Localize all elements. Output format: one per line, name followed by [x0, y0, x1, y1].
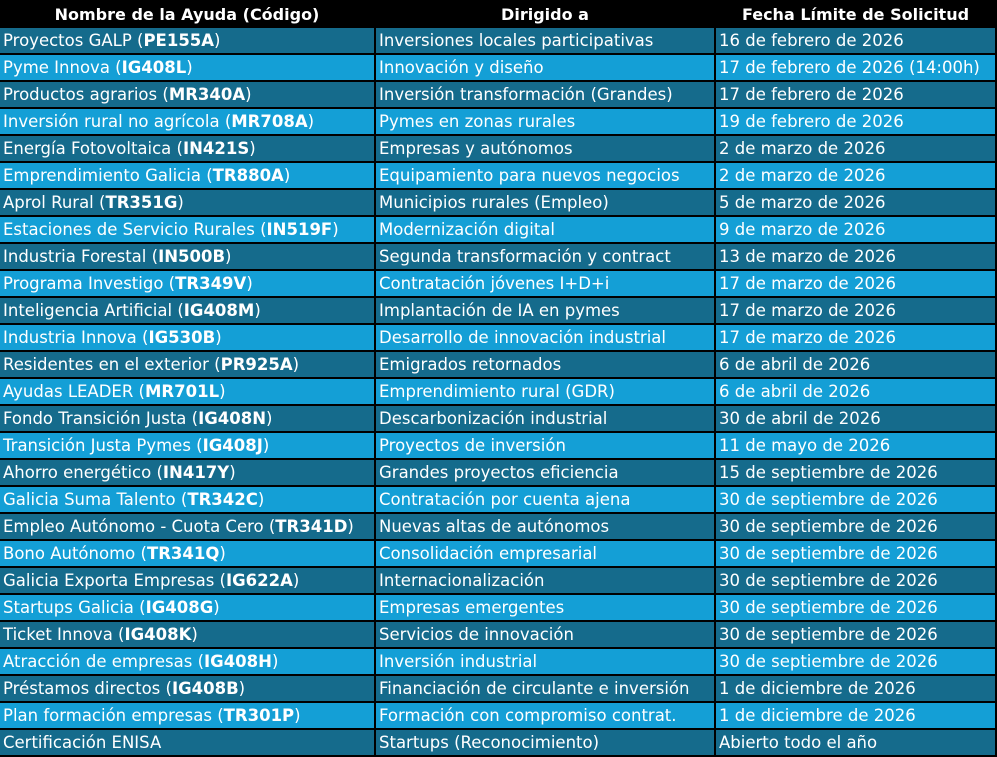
table-row: [0, 433, 997, 460]
cell-name: [0, 703, 376, 730]
aid-code-close: ): [254, 301, 261, 320]
cell-target: Descarbonización industrial: [376, 406, 716, 433]
aid-name: Industria Forestal (: [3, 247, 159, 266]
table-row: [0, 730, 997, 757]
cell-name: [0, 28, 376, 55]
cell-deadline: 2 de marzo de 2026: [716, 163, 997, 190]
aid-code-close: ): [257, 490, 265, 509]
cell-name: [0, 136, 376, 163]
aid-code-close: ): [225, 247, 232, 266]
table-row: [0, 28, 997, 55]
cell-target: Equipamiento para nuevos negocios: [376, 163, 716, 190]
aid-code-close: ): [213, 598, 220, 617]
cell-deadline: 30 de septiembre de 2026: [716, 622, 997, 649]
cell-target: Nuevas altas de autónomos: [376, 514, 716, 541]
aid-name: Aprol Rural (: [3, 193, 106, 212]
aid-code: IN421S: [182, 139, 250, 158]
cell-deadline: 15 de septiembre de 2026: [716, 460, 997, 487]
table-row: [0, 541, 997, 568]
aid-code: MR708A: [231, 112, 308, 131]
cell-deadline: 17 de febrero de 2026: [716, 82, 997, 109]
cell-deadline: 6 de abril de 2026: [716, 352, 997, 379]
table-row: [0, 109, 997, 136]
table-row: [0, 82, 997, 109]
aid-code-close: ): [332, 220, 339, 239]
cell-target: Startups (Reconocimiento): [376, 730, 716, 757]
aid-code: IG408J: [202, 436, 263, 455]
aid-name: Programa Investigo (: [3, 274, 176, 293]
aid-code-close: ): [219, 382, 226, 401]
cell-name: [0, 676, 376, 703]
cell-target: Inversiones locales participativas: [376, 28, 716, 55]
aid-code-close: ): [292, 571, 300, 590]
table-row: [0, 325, 997, 352]
aid-code: TR342C: [187, 490, 258, 509]
cell-target: Innovación y diseño: [376, 55, 716, 82]
aid-name: Certificación ENISA: [3, 733, 162, 752]
aid-code-close: ): [215, 328, 222, 347]
cell-target: Emprendimiento rural (GDR): [376, 379, 716, 406]
cell-name: [0, 622, 376, 649]
aid-code-close: ): [249, 139, 256, 158]
aid-code-close: ): [246, 274, 253, 293]
aid-name: Inversión rural no agrícola (: [3, 112, 232, 131]
aid-name: Residentes en el exterior (: [3, 355, 221, 374]
cell-name: [0, 649, 376, 676]
cell-target: Consolidación empresarial: [376, 541, 716, 568]
aid-code: IG530B: [148, 328, 216, 347]
cell-deadline: 13 de marzo de 2026: [716, 244, 997, 271]
cell-deadline: 30 de septiembre de 2026: [716, 595, 997, 622]
table-row: [0, 271, 997, 298]
cell-target: Implantación de IA en pymes: [376, 298, 716, 325]
cell-name: [0, 271, 376, 298]
aid-code-close: ): [347, 517, 354, 536]
aid-code-close: ): [191, 625, 198, 644]
table-row: [0, 622, 997, 649]
aid-name: Emprendimiento Galicia (: [3, 166, 213, 185]
cell-target: Internacionalización: [376, 568, 716, 595]
aid-code: TR349V: [175, 274, 247, 293]
aid-code: IG408B: [171, 679, 239, 698]
aid-name: Atracción de empresas (: [3, 652, 205, 671]
aid-code-close: ): [307, 112, 315, 131]
cell-name: [0, 55, 376, 82]
cell-name: [0, 541, 376, 568]
table-row: [0, 55, 997, 82]
cell-name: [0, 730, 376, 757]
cell-name: [0, 568, 376, 595]
table-row: [0, 514, 997, 541]
cell-deadline: 17 de febrero de 2026 (14:00h): [716, 55, 997, 82]
aid-name: Proyectos GALP (: [3, 31, 144, 50]
cell-deadline: 30 de septiembre de 2026: [716, 568, 997, 595]
cell-target: Formación con compromiso contrat.: [376, 703, 716, 730]
table-row: [0, 217, 997, 244]
aid-name: Ticket Innova (: [3, 625, 125, 644]
header-row: [0, 0, 997, 28]
cell-name: [0, 325, 376, 352]
cell-name: [0, 379, 376, 406]
cell-name: [0, 406, 376, 433]
cell-name: [0, 109, 376, 136]
cell-deadline: 17 de marzo de 2026: [716, 325, 997, 352]
table-row: [0, 298, 997, 325]
cell-target: Pymes en zonas rurales: [376, 109, 716, 136]
cell-target: Financiación de circulante e inversión: [376, 676, 716, 703]
cell-deadline: 19 de febrero de 2026: [716, 109, 997, 136]
aid-code: IG408M: [183, 301, 255, 320]
aid-code-close: ): [214, 31, 221, 50]
aid-code: PR925A: [220, 355, 293, 374]
table-row: [0, 595, 997, 622]
cell-name: [0, 460, 376, 487]
aid-code: IN519F: [266, 220, 333, 239]
table-row: [0, 568, 997, 595]
aid-name: Bono Autónomo (: [3, 544, 147, 563]
cell-target: Modernización digital: [376, 217, 716, 244]
aid-code-close: ): [219, 544, 226, 563]
aid-code: IG622A: [225, 571, 293, 590]
cell-name: [0, 298, 376, 325]
cell-target: Inversión transformación (Grandes): [376, 82, 716, 109]
cell-deadline: 17 de marzo de 2026: [716, 298, 997, 325]
table-row: [0, 406, 997, 433]
cell-deadline: 6 de abril de 2026: [716, 379, 997, 406]
aid-name: Ahorro energético (: [3, 463, 163, 482]
aid-code-close: ): [245, 85, 252, 104]
table-row: [0, 460, 997, 487]
cell-deadline: 16 de febrero de 2026: [716, 28, 997, 55]
aid-code-close: ): [177, 193, 184, 212]
cell-target: Emigrados retornados: [376, 352, 716, 379]
aid-code: PE155A: [143, 31, 215, 50]
cell-deadline: 9 de marzo de 2026: [716, 217, 997, 244]
cell-name: [0, 217, 376, 244]
aid-code-close: ): [262, 436, 270, 455]
cell-name: [0, 82, 376, 109]
aid-name: Galicia Exporta Empresas (: [3, 571, 226, 590]
table-row: [0, 703, 997, 730]
aid-code: TR341Q: [146, 544, 220, 563]
table-row: [0, 163, 997, 190]
table-row: [0, 244, 997, 271]
aid-name: Startups Galicia (: [3, 598, 146, 617]
aid-name: Pyme Innova (: [3, 58, 122, 77]
aid-code: IG408N: [198, 409, 267, 428]
cell-deadline: 30 de abril de 2026: [716, 406, 997, 433]
aid-code-close: ): [229, 463, 236, 482]
aid-name: Estaciones de Servicio Rurales (: [3, 220, 267, 239]
table-row: [0, 190, 997, 217]
cell-name: [0, 244, 376, 271]
aid-code: TR351G: [105, 193, 178, 212]
table-row: [0, 136, 997, 163]
cell-deadline: 30 de septiembre de 2026: [716, 649, 997, 676]
aid-code: IN417Y: [162, 463, 230, 482]
aid-name: Plan formación empresas (: [3, 706, 224, 725]
cell-name: [0, 352, 376, 379]
aid-code-close: ): [294, 706, 301, 725]
aid-code: TR301P: [223, 706, 295, 725]
aid-code: IG408L: [121, 58, 187, 77]
aid-code: TR880A: [212, 166, 284, 185]
aid-name: Galicia Suma Talento (: [3, 490, 188, 509]
cell-target: Empresas emergentes: [376, 595, 716, 622]
cell-deadline: 2 de marzo de 2026: [716, 136, 997, 163]
cell-deadline: 30 de septiembre de 2026: [716, 541, 997, 568]
cell-deadline: 1 de diciembre de 2026: [716, 703, 997, 730]
table-row: [0, 379, 997, 406]
cell-deadline: 30 de septiembre de 2026: [716, 514, 997, 541]
cell-name: [0, 514, 376, 541]
cell-deadline: 1 de diciembre de 2026: [716, 676, 997, 703]
header-deadline: Fecha Límite de Solicitud: [716, 0, 997, 28]
aid-name: Empleo Autónomo - Cuota Cero (: [3, 517, 276, 536]
cell-deadline: 17 de marzo de 2026: [716, 271, 997, 298]
aid-code-close: ): [292, 355, 300, 374]
header-name: Nombre de la Ayuda (Código): [0, 0, 376, 28]
aid-code-close: ): [283, 166, 291, 185]
aid-code: IG408H: [204, 652, 272, 671]
aid-code: TR341D: [275, 517, 348, 536]
cell-name: [0, 190, 376, 217]
aid-code: IN500B: [158, 247, 226, 266]
aid-code-close: ): [271, 652, 279, 671]
table-row: [0, 352, 997, 379]
aid-code-close: ): [186, 58, 193, 77]
table-row: [0, 649, 997, 676]
cell-name: [0, 433, 376, 460]
cell-target: Desarrollo de innovación industrial: [376, 325, 716, 352]
table-body: [0, 28, 997, 757]
aid-name: Préstamos directos (: [3, 679, 172, 698]
aid-name: Transición Justa Pymes (: [3, 436, 203, 455]
table-row: [0, 676, 997, 703]
cell-target: Contratación jóvenes I+D+i: [376, 271, 716, 298]
aid-code-close: ): [266, 409, 273, 428]
aid-name: Industria Innova (: [3, 328, 149, 347]
cell-deadline: 5 de marzo de 2026: [716, 190, 997, 217]
cell-target: Proyectos de inversión: [376, 433, 716, 460]
cell-target: Segunda transformación y contract: [376, 244, 716, 271]
cell-target: Empresas y autónomos: [376, 136, 716, 163]
aid-name: Productos agrarios (: [3, 85, 169, 104]
cell-target: Grandes proyectos eficiencia: [376, 460, 716, 487]
aid-name: Fondo Transición Justa (: [3, 409, 199, 428]
aid-name: Inteligencia Artificial (: [3, 301, 184, 320]
cell-deadline: 11 de mayo de 2026: [716, 433, 997, 460]
cell-name: [0, 595, 376, 622]
aid-code: MR701L: [145, 382, 220, 401]
aid-name: Ayudas LEADER (: [3, 382, 145, 401]
aid-code: IG408G: [145, 598, 214, 617]
cell-name: [0, 163, 376, 190]
table-row: [0, 487, 997, 514]
cell-target: Contratación por cuenta ajena: [376, 487, 716, 514]
cell-target: Servicios de innovación: [376, 622, 716, 649]
aid-code-close: ): [238, 679, 246, 698]
aid-code: IG408K: [124, 625, 192, 644]
cell-deadline: Abierto todo el año: [716, 730, 997, 757]
cell-deadline: 30 de septiembre de 2026: [716, 487, 997, 514]
aid-code: MR340A: [168, 85, 246, 104]
cell-target: Municipios rurales (Empleo): [376, 190, 716, 217]
header-target: Dirigido a: [376, 0, 716, 28]
cell-target: Inversión industrial: [376, 649, 716, 676]
aid-name: Energía Fotovoltaica (: [3, 139, 183, 158]
cell-name: [0, 487, 376, 514]
